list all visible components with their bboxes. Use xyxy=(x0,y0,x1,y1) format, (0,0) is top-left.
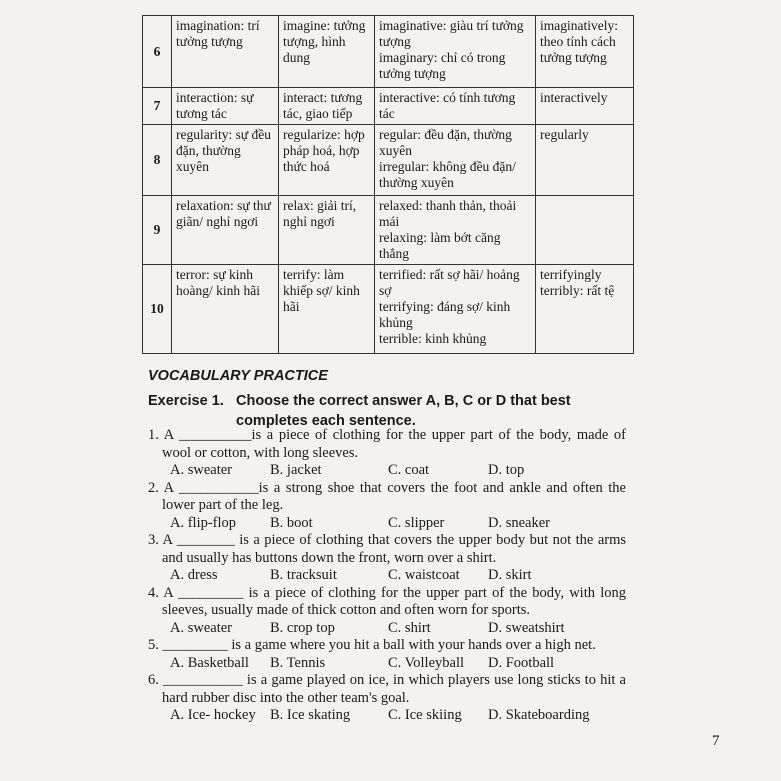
question xyxy=(148,672,626,725)
answer-options xyxy=(148,515,626,533)
cell-verb xyxy=(279,265,375,354)
question-text: 2. A ___________is a strong shoe that covers the foot and ankle and often the lower part of the leg. xyxy=(148,479,626,513)
cell-entry: interactive: có tính tương tác xyxy=(379,90,516,121)
answer-option: C. coat xyxy=(388,462,430,478)
cell-verb xyxy=(279,16,375,88)
cell-entry: imaginary: chỉ có trong tưởng tượng xyxy=(379,50,506,81)
cell-noun xyxy=(172,88,279,125)
cell-entry: relaxation: sự thư giãn/ nghỉ ngơi xyxy=(176,198,271,229)
cell-entry: irregular: không đều đặn/ thường xuyên xyxy=(379,159,516,190)
cell-adv xyxy=(536,196,634,265)
cell-verb xyxy=(279,88,375,125)
cell-entry: regularity: sự đều đặn, thường xuyên xyxy=(176,127,272,174)
page-number: 7 xyxy=(712,733,720,749)
question-text: 6. ___________ is a game played on ice, in which players use long sticks to hit a hard rubber disc into the other team's goal. xyxy=(148,672,626,706)
cell-entry: interact: tương tác, giao tiếp xyxy=(283,90,363,121)
answer-option: D. skirt xyxy=(488,567,532,583)
cell-adj xyxy=(375,16,536,88)
question xyxy=(148,427,626,480)
answer-option: D. Skateboarding xyxy=(488,707,590,723)
cell-entry: imaginative: giàu trí tưởng tượng xyxy=(379,18,524,49)
table-row xyxy=(143,265,634,354)
row-number: 6 xyxy=(143,16,172,88)
exercise-label: Exercise 1. xyxy=(148,393,224,409)
cell-entry: imagination: trí tưởng tượng xyxy=(176,18,260,49)
answer-option: B. crop top xyxy=(270,619,335,636)
answer-options xyxy=(148,620,626,638)
cell-adv xyxy=(536,16,634,88)
answer-option: C. waistcoat xyxy=(388,567,460,583)
answer-option: B. boot xyxy=(270,514,313,531)
exercise-heading xyxy=(148,391,628,431)
cell-entry: regularly xyxy=(540,127,589,142)
exercise-instruction: Choose the correct answer A, B, C or D that best completes each sentence. xyxy=(236,393,571,429)
answer-option: B. Ice skating xyxy=(270,707,351,723)
answer-option: A. sweater xyxy=(170,619,233,636)
cell-entry: terrify: làm khiếp sợ/ kinh hãi xyxy=(283,267,360,314)
answer-option: A. dress xyxy=(170,567,218,583)
row-number: 8 xyxy=(143,125,172,196)
question-text: 5. _________ is a game where you hit a ball with your hands over a high net. xyxy=(148,637,596,653)
cell-entry: terror: sự kinh hoàng/ kinh hãi xyxy=(176,267,260,298)
cell-entry: interaction: sự tương tác xyxy=(176,90,254,121)
answer-options xyxy=(148,567,626,585)
answer-options xyxy=(148,655,626,673)
cell-verb xyxy=(279,196,375,265)
question-text: 3. A ________ is a piece of clothing that covers the upper body but not the arms and usually has buttons down the front, worn over a shirt. xyxy=(148,532,626,566)
table-row xyxy=(143,125,634,196)
answer-option: A. Ice- hockey xyxy=(170,707,256,723)
question xyxy=(148,637,626,672)
question-text: 4. A _________ is a piece of clothing for the upper part of the body, with long sleeves, usually made of thick cotton and often worn for sports. xyxy=(148,584,626,618)
cell-noun xyxy=(172,125,279,196)
question xyxy=(148,532,626,585)
answer-option: A. Basketball xyxy=(170,654,249,671)
question xyxy=(148,585,626,638)
cell-entry: imaginatively: theo tính cách tưởng tượng xyxy=(540,18,618,65)
cell-entry: relax: giải trí, nghỉ ngơi xyxy=(283,198,357,229)
answer-option: A. sweater xyxy=(170,462,233,478)
question-list xyxy=(148,427,626,725)
answer-option: C. Ice skiing xyxy=(388,707,462,723)
answer-option: D. sneaker xyxy=(488,514,551,531)
section-title: VOCABULARY PRACTICE xyxy=(148,368,328,384)
cell-adv xyxy=(536,88,634,125)
cell-noun xyxy=(172,196,279,265)
cell-verb xyxy=(279,125,375,196)
answer-option: A. flip-flop xyxy=(170,514,237,531)
cell-entry: regular: đều đặn, thường xuyên xyxy=(379,127,512,158)
row-number: 9 xyxy=(143,196,172,265)
cell-entry: imagine: tưởng tượng, hình dung xyxy=(283,18,366,65)
answer-option: D. top xyxy=(488,462,525,478)
cell-adv xyxy=(536,265,634,354)
cell-entry: terrifying: đáng sợ/ kinh khủng xyxy=(379,299,511,330)
cell-entry: terribly: rất tệ xyxy=(540,283,615,298)
answer-option: B. jacket xyxy=(270,462,322,478)
answer-option: C. slipper xyxy=(388,514,445,531)
answer-option: C. shirt xyxy=(388,619,431,636)
cell-entry: relaxing: làm bớt căng thẳng xyxy=(379,230,501,261)
answer-option: D. Football xyxy=(488,654,555,671)
table-row xyxy=(143,88,634,125)
cell-adj xyxy=(375,196,536,265)
cell-entry: regularize: hợp pháp hoá, hợp thức hoá xyxy=(283,127,365,174)
table-row xyxy=(143,196,634,265)
answer-option: B. Tennis xyxy=(270,654,326,671)
cell-adj xyxy=(375,265,536,354)
cell-entry: terrified: rất sợ hãi/ hoảng sợ xyxy=(379,267,520,298)
answer-option: C. Volleyball xyxy=(388,654,464,671)
table-row xyxy=(143,16,634,88)
answer-option: B. tracksuit xyxy=(270,567,337,583)
word-family-table xyxy=(142,15,634,354)
question xyxy=(148,480,626,533)
cell-noun xyxy=(172,265,279,354)
cell-adj xyxy=(375,88,536,125)
cell-entry: terrifyingly xyxy=(540,267,602,282)
answer-options xyxy=(148,707,626,725)
answer-option: D. sweatshirt xyxy=(488,619,565,636)
cell-entry: terrible: kinh khủng xyxy=(379,331,487,346)
cell-adv xyxy=(536,125,634,196)
cell-adj xyxy=(375,125,536,196)
row-number: 7 xyxy=(143,88,172,125)
cell-entry: relaxed: thanh thản, thoải mái xyxy=(379,198,517,229)
cell-entry: interactively xyxy=(540,90,608,105)
question-text: 1. A __________is a piece of clothing for the upper part of the body, made of wool or cotton, with long sleeves. xyxy=(148,427,626,461)
answer-options xyxy=(148,462,626,480)
cell-noun xyxy=(172,16,279,88)
row-number: 10 xyxy=(143,265,172,354)
